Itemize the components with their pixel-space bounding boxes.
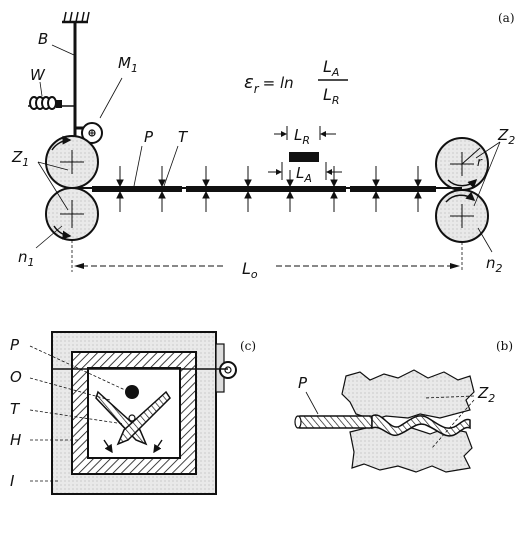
specimen-dot [125, 385, 139, 399]
label-n2: $n_2$ [486, 254, 503, 275]
specimen-strip [72, 186, 462, 192]
pulley-m1 [75, 78, 122, 143]
specimen-fragment [289, 152, 319, 162]
panel-b-tag: (b) [496, 339, 514, 353]
panel-c [10, 332, 256, 494]
panel-a-tag: (a) [498, 11, 515, 25]
label-lr: $L_R$ [294, 126, 311, 147]
label-c-p: P [10, 336, 20, 354]
label-b: B [38, 30, 49, 48]
label-t: T [178, 128, 188, 146]
label-w: W [30, 66, 45, 84]
label-z1: $Z_1$ [12, 148, 30, 169]
label-r: r [477, 155, 482, 169]
strip-p-b [298, 416, 372, 428]
label-c-o: O [10, 368, 22, 386]
panel-b [295, 339, 513, 472]
roller-z1-lower [46, 188, 98, 240]
svg-text:LR: $L_R$ [323, 85, 340, 107]
roller-z1-upper [46, 136, 98, 188]
weight-w [28, 82, 75, 109]
ceiling-mount [62, 12, 89, 22]
label-p: P [144, 128, 154, 146]
label-b-z2: $Z_2$ [478, 384, 496, 405]
label-m1: $M_1$ [118, 54, 138, 75]
label-b-p: P [298, 374, 308, 392]
label-n1: $n_1$ [18, 248, 35, 269]
strain-formula [244, 57, 348, 107]
label-z2: $Z_2$ [498, 126, 516, 147]
roller-block-upper [342, 370, 474, 420]
chamber-o [88, 368, 180, 458]
roller-z2-lower [436, 190, 488, 242]
label-lo: $L_o$ [242, 259, 258, 281]
label-la: $L_A$ [296, 164, 312, 185]
svg-text:εr= ln: $\varepsilon_r$ $^{= ln}$ [244, 72, 294, 96]
svg-text:LA: $L_A$ [323, 57, 340, 79]
label-c-t: T [10, 400, 20, 418]
panel-c-tag: (c) [240, 339, 257, 353]
label-c-h: H [10, 431, 22, 449]
dimension-lo [72, 240, 462, 272]
panel-a [11, 11, 515, 281]
label-c-i: I [10, 472, 15, 490]
